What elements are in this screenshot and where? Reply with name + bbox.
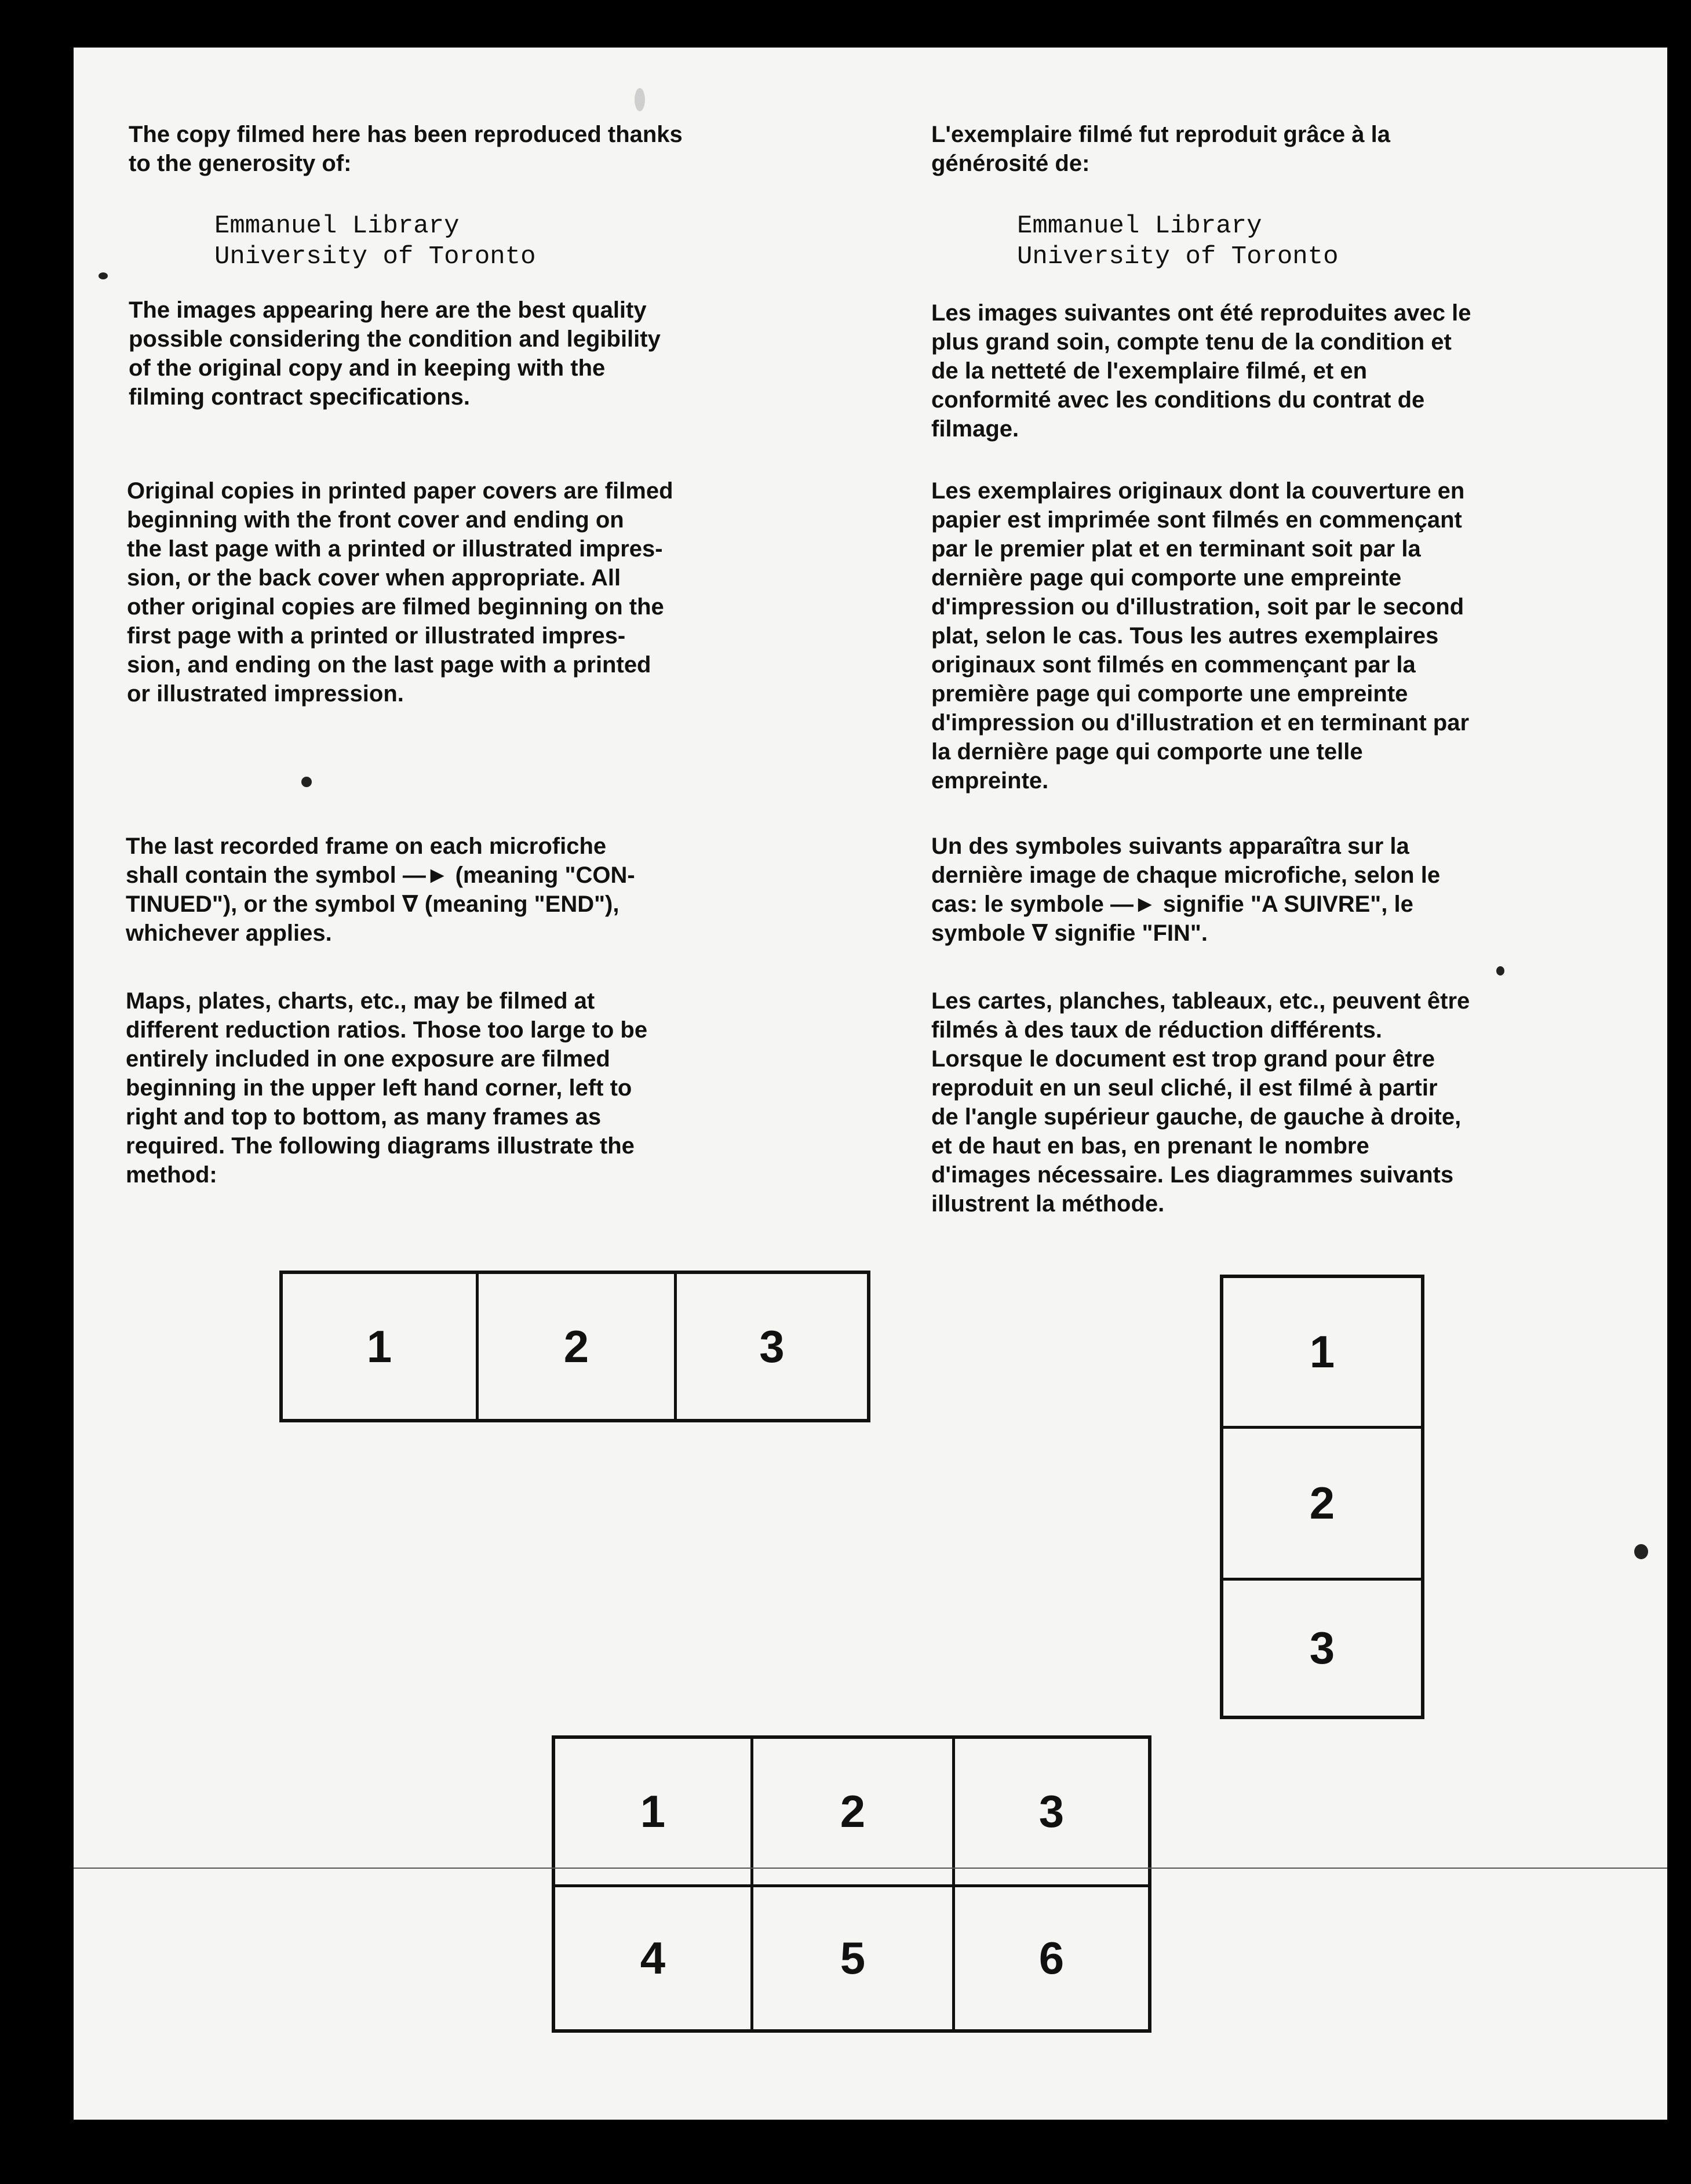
- left-maps-text: Maps, plates, charts, etc., may be filmed at different reduction ratios. Those too large to be entirely included in one exposure are filmed beginning in the upper left hand corner, left to right and top to bottom, as many frames as required. The following diagrams illustrate the method:: [126, 988, 648, 1188]
- frame-cell: 1: [1309, 1326, 1335, 1377]
- film-speck: [1634, 1544, 1648, 1559]
- diagram-horizontal-frames: [279, 1271, 870, 1422]
- frame-cell: 2: [476, 1274, 674, 1419]
- film-speck: [635, 88, 645, 111]
- microfiche-target-page: [74, 48, 1667, 2120]
- frame-cell: 1: [640, 1786, 666, 1837]
- frame-cell: 3: [674, 1274, 867, 1419]
- frame-cell: 6: [952, 1884, 1148, 2029]
- left-library-name: Emmanuel Library University of Toronto: [214, 212, 536, 271]
- right-maps-text: Les cartes, planches, tableaux, etc., peuvent être filmés à des taux de réduction différents. Lorsque le document est trop grand pour être reproduit en un seul cliché, il est filmé à partir de l'angle supérieur gauche, de gauche à droite, et de haut en bas, en prenant le nombre d'images nécessaire. Les diagrammes suivants illustrent la méthode.: [931, 988, 1470, 1217]
- right-originals-text: Les exemplaires originaux dont la couverture en papier est imprimée sont filmés en commençant par le premier plat et en terminant soit par la dernière page qui comporte une empreinte d'impression ou d'illustration, soit par le second plat, selon le cas. Tous les autres exemplaires originaux sont filmés en commençant par la première page qui comporte une empreinte d'impression ou d'illustration et en terminant par la dernière page qui comporte une telle empreinte.: [931, 478, 1470, 793]
- frame-cell: 2: [750, 1739, 952, 1884]
- frame-cell: 3: [952, 1739, 1148, 1884]
- right-thanks-text: L'exemplaire filmé fut reproduit grâce à la générosité de:: [931, 122, 1390, 176]
- right-symbols-text: Un des symboles suivants apparaîtra sur la dernière image de chaque microfiche, selon le cas: le symbole —► signifie "A SUIVRE", le symbole ∇ signifie "FIN".: [931, 833, 1441, 946]
- film-speck: [99, 272, 108, 279]
- right-quality-text: Les images suivantes ont été reproduites avec le plus grand soin, compte tenu de la condition et de la netteté de l'exemplaire filmé, et en conformité avec les conditions du contrat de filmage.: [931, 300, 1471, 442]
- frame-cell: 5: [750, 1884, 952, 2029]
- right-library-name: Emmanuel Library University of Toronto: [1017, 212, 1339, 271]
- frame-cell: 2: [1223, 1426, 1421, 1578]
- diagram-vertical-frames: [1220, 1275, 1424, 1719]
- film-speck: [301, 777, 312, 787]
- film-scan-line: [74, 1868, 1667, 1869]
- left-quality-text: The images appearing here are the best quality possible considering the condition and legibility of the original copy and in keeping with the filming contract specifications.: [129, 297, 661, 410]
- frame-cell: 3: [1223, 1578, 1421, 1716]
- frame-cell: 1: [366, 1320, 392, 1372]
- left-symbols-text: The last recorded frame on each microfiche shall contain the symbol —► (meaning "CON- TINUED"), or the symbol ∇ (meaning "END"), whichever applies.: [126, 833, 635, 946]
- film-speck: [1496, 966, 1504, 975]
- left-thanks-text: The copy filmed here has been reproduced thanks to the generosity of:: [129, 122, 683, 176]
- frame-cell: 4: [555, 1884, 750, 2029]
- diagram-grid-frames: [552, 1735, 1151, 2033]
- left-originals-text: Original copies in printed paper covers are filmed beginning with the front cover and ending on the last page with a printed or illustrated impres- sion, or the back cover when appropriate. All other original copies are filmed beginning on the first page with a printed or illustrated impres- sion, and ending on the last page with a printed or illustrated impression.: [127, 478, 673, 707]
